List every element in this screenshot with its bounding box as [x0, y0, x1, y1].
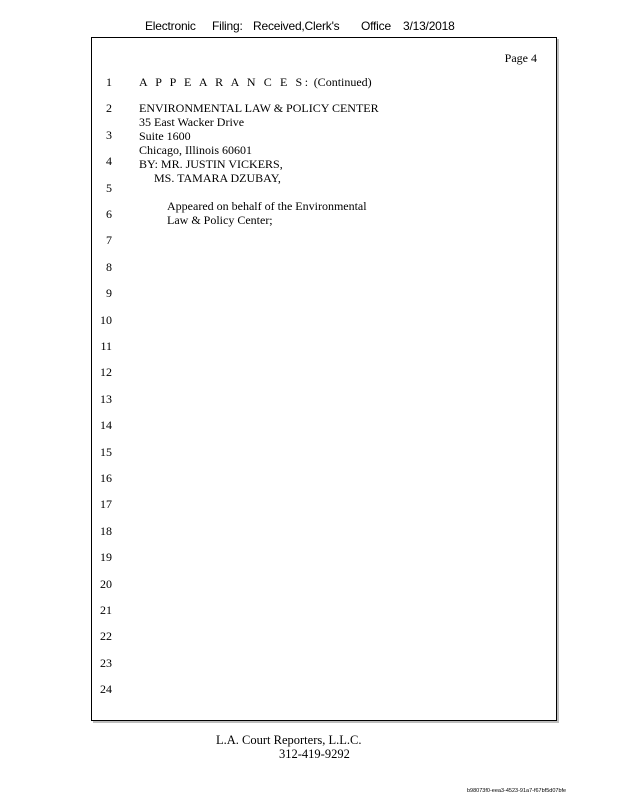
appearances-title: A P P E A R A N C E S: — [139, 75, 311, 89]
line-number: 19 — [100, 550, 112, 565]
line-number: 3 — [106, 127, 112, 142]
filing-header-electronic: Electronic — [145, 19, 196, 33]
line-number: 6 — [106, 207, 112, 221]
court-reporter-phone: 312-419-9292 — [279, 747, 350, 761]
line-number: 20 — [100, 576, 112, 591]
filing-header-received: Received,Clerk's — [253, 19, 340, 33]
line-number: 13 — [100, 391, 112, 406]
appeared-on-behalf-line1: Appeared on behalf of the Environmental — [167, 199, 367, 213]
court-reporter-firm: L.A. Court Reporters, L.L.C. — [216, 733, 362, 747]
filing-header-office: Office — [361, 19, 391, 33]
line-number: 11 — [100, 339, 112, 353]
line-number: 7 — [106, 233, 112, 248]
street-address: 35 East Wacker Drive — [139, 115, 245, 129]
line-number: 10 — [100, 312, 112, 327]
line-number: 23 — [100, 655, 112, 670]
line-number: 12 — [100, 365, 112, 380]
document-id: b98073f0-eea3-4523-91a7-f67bf5d07bfe — [467, 788, 567, 794]
city-state-zip: Chicago, Illinois 60601 — [139, 143, 252, 157]
suite: Suite 1600 — [139, 129, 191, 143]
line-number: 22 — [100, 629, 112, 644]
line-number: 24 — [100, 682, 112, 697]
filing-header-date: 3/13/2018 — [403, 19, 455, 33]
continued-label: (Continued) — [313, 75, 372, 89]
org-name: ENVIRONMENTAL LAW & POLICY CENTER — [139, 101, 379, 115]
line-number: 2 — [106, 101, 112, 116]
appearances-heading — [139, 75, 372, 89]
line-number: 21 — [100, 603, 112, 617]
appeared-on-behalf-line2: Law & Policy Center; — [167, 213, 273, 227]
line-number: 1 — [106, 75, 112, 89]
filing-header-filing: Filing: — [212, 19, 243, 33]
line-number: 9 — [106, 286, 112, 301]
by-attorney-line: BY: MR. JUSTIN VICKERS, — [139, 157, 283, 171]
line-number: 15 — [100, 444, 112, 459]
line-number: 5 — [106, 180, 112, 195]
line-number: 4 — [106, 154, 112, 169]
line-number: 14 — [100, 418, 112, 433]
line-number: 16 — [100, 471, 112, 485]
line-number: 8 — [106, 259, 112, 274]
transcript-page — [91, 37, 557, 721]
line-number: 18 — [100, 523, 112, 538]
second-attorney: MS. TAMARA DZUBAY, — [154, 171, 281, 185]
line-number: 17 — [100, 497, 112, 512]
page-number: Page 4 — [504, 51, 537, 65]
